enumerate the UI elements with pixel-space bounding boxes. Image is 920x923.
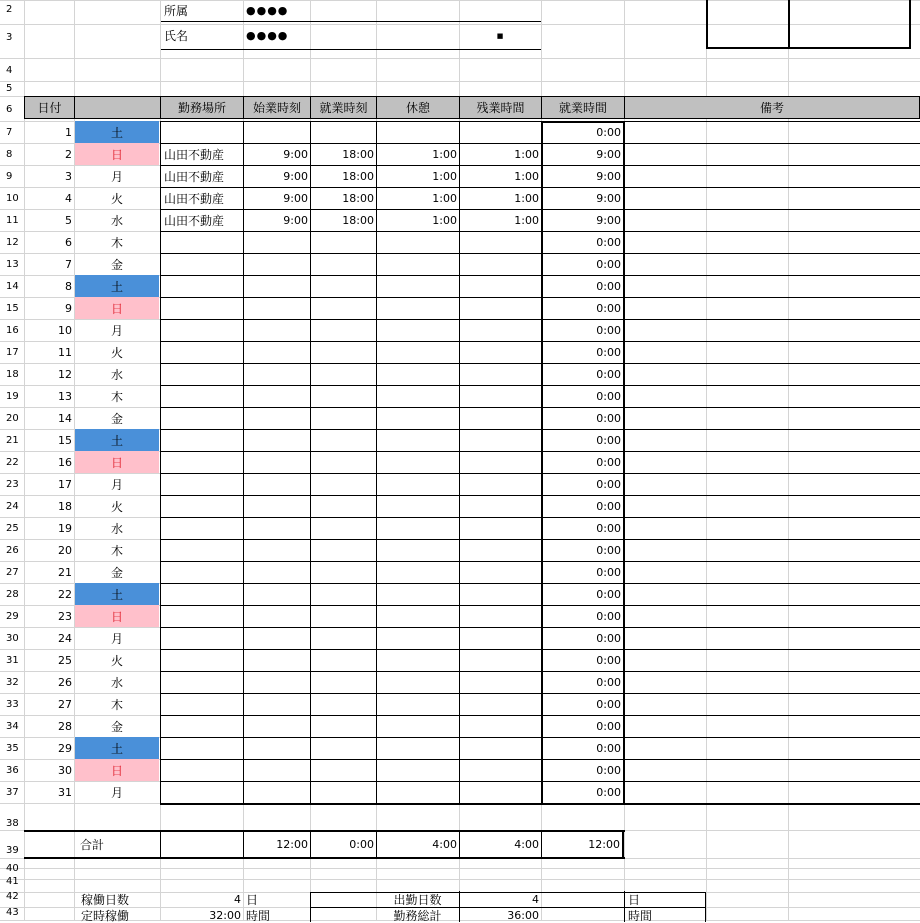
row-number[interactable]: 18 — [6, 369, 19, 380]
weekday-cell: 木 — [110, 389, 123, 404]
attendance-label: 出勤日数 — [393, 892, 442, 907]
day-number: 27 — [58, 697, 72, 711]
break-cell[interactable]: 1:00 — [432, 147, 457, 161]
row-number[interactable]: 30 — [6, 633, 19, 644]
weekday-cell: 日 — [75, 143, 159, 165]
weekday-cell: 月 — [110, 169, 123, 184]
row-number[interactable]: 37 — [6, 787, 19, 798]
row-number[interactable]: 25 — [6, 523, 19, 534]
total-break: 4:00 — [376, 832, 459, 857]
row-number[interactable]: 2 — [6, 4, 13, 15]
workplace-cell[interactable]: 山田不動産 — [164, 191, 225, 206]
hours-column-frame — [541, 121, 625, 805]
weekday-cell: 月 — [110, 785, 123, 800]
total-work-hours: 12:00 — [541, 832, 624, 857]
start-time-cell[interactable]: 9:00 — [283, 147, 308, 161]
approval-box-1[interactable] — [706, 0, 790, 49]
weekday-cell: 火 — [110, 191, 123, 206]
work-hours-cell: 9:00 — [596, 169, 621, 183]
weekday-cell: 金 — [110, 565, 123, 580]
day-number: 29 — [58, 741, 72, 755]
header-work-hours: 就業時間 — [541, 96, 625, 119]
work-hours-cell: 0:00 — [596, 125, 621, 139]
workplace-cell[interactable]: 山田不動産 — [164, 147, 225, 162]
day-number: 11 — [58, 345, 72, 359]
row-number[interactable]: 36 — [6, 765, 19, 776]
weekday-cell: 水 — [110, 367, 123, 382]
work-hours-cell: 0:00 — [596, 587, 621, 601]
day-number: 9 — [65, 301, 72, 315]
weekday-cell: 木 — [110, 697, 123, 712]
work-hours-cell: 0:00 — [596, 697, 621, 711]
start-time-cell[interactable]: 9:00 — [283, 213, 308, 227]
day-number: 3 — [65, 169, 72, 183]
row-number[interactable]: 32 — [6, 677, 19, 688]
work-hours-cell: 0:00 — [596, 763, 621, 777]
row-number[interactable]: 5 — [6, 83, 13, 94]
header-start-time: 始業時刻 — [243, 96, 311, 119]
name-underline — [161, 49, 541, 50]
row-number[interactable]: 10 — [6, 193, 19, 204]
weekday-cell: 日 — [75, 605, 159, 627]
affiliation-label: 所属 — [164, 3, 189, 18]
row-number[interactable]: 26 — [6, 545, 19, 556]
row-number[interactable]: 16 — [6, 325, 19, 336]
row-number[interactable]: 41 — [6, 876, 19, 887]
work-hours-cell: 0:00 — [596, 477, 621, 491]
work-hours-cell: 0:00 — [596, 675, 621, 689]
row-number[interactable]: 42 — [6, 891, 19, 902]
day-number: 12 — [58, 367, 72, 381]
work-hours-cell: 0:00 — [596, 785, 621, 799]
work-hours-cell: 9:00 — [596, 213, 621, 227]
work-hours-cell: 9:00 — [596, 191, 621, 205]
header-workplace: 勤務場所 — [160, 96, 244, 119]
work-hours-cell: 0:00 — [596, 565, 621, 579]
header-date: 日付 — [24, 96, 75, 119]
weekday-cell: 水 — [110, 675, 123, 690]
work-hours-cell: 0:00 — [596, 521, 621, 535]
day-number: 2 — [65, 147, 72, 161]
weekday-cell: 金 — [110, 719, 123, 734]
row-number[interactable]: 34 — [6, 721, 19, 732]
work-hours-cell: 0:00 — [596, 609, 621, 623]
row-number[interactable]: 6 — [6, 104, 13, 115]
weekday-cell: 月 — [110, 477, 123, 492]
working-days-label: 稼働日数 — [80, 892, 129, 907]
break-cell[interactable]: 1:00 — [432, 191, 457, 205]
row-number[interactable]: 21 — [6, 435, 19, 446]
row-number[interactable]: 7 — [6, 127, 13, 138]
day-number: 23 — [58, 609, 72, 623]
work-hours-cell: 0:00 — [596, 653, 621, 667]
weekday-cell: 土 — [75, 583, 159, 605]
name-value[interactable]: ●●●● — [246, 28, 289, 42]
row-gridline — [0, 868, 920, 869]
day-number: 13 — [58, 389, 72, 403]
day-number: 15 — [58, 433, 72, 447]
break-cell[interactable]: 1:00 — [432, 213, 457, 227]
row-number[interactable]: 12 — [6, 237, 19, 248]
row-gridline — [0, 879, 920, 880]
name-label: 氏名 — [164, 28, 189, 43]
weekday-cell: 金 — [110, 257, 123, 272]
day-number: 20 — [58, 543, 72, 557]
total-overtime: 4:00 — [459, 832, 541, 857]
work-hours-cell: 0:00 — [596, 433, 621, 447]
row-number[interactable]: 14 — [6, 281, 19, 292]
row-number[interactable]: 19 — [6, 391, 19, 402]
row-number[interactable]: 29 — [6, 611, 19, 622]
work-hours-cell: 0:00 — [596, 301, 621, 315]
header-notes: 備考 — [624, 96, 920, 119]
weekday-cell: 水 — [110, 213, 123, 228]
regular-hours-unit: 時間 — [246, 908, 271, 923]
day-number: 30 — [58, 763, 72, 777]
attendance-value: 4 — [459, 891, 541, 907]
work-hours-cell: 0:00 — [596, 719, 621, 733]
day-number: 22 — [58, 587, 72, 601]
row-number[interactable]: 27 — [6, 567, 19, 578]
weekday-cell: 水 — [110, 521, 123, 536]
row-number[interactable]: 24 — [6, 501, 19, 512]
header-end-time: 就業時刻 — [310, 96, 377, 119]
affiliation-value[interactable]: ●●●● — [246, 3, 289, 17]
work-hours-cell: 0:00 — [596, 389, 621, 403]
workplace-cell[interactable]: 山田不動産 — [164, 213, 225, 228]
day-number: 7 — [65, 257, 72, 271]
row-number[interactable]: 22 — [6, 457, 19, 468]
work-hours-cell: 0:00 — [596, 411, 621, 425]
work-hours-cell: 0:00 — [596, 499, 621, 513]
end-time-cell[interactable]: 18:00 — [342, 169, 374, 183]
end-time-cell[interactable]: 18:00 — [342, 213, 374, 227]
header-break: 休憩 — [376, 96, 460, 119]
row-number[interactable]: 15 — [6, 303, 19, 314]
day-number: 5 — [65, 213, 72, 227]
working-days-unit: 日 — [246, 892, 259, 907]
row-number[interactable]: 3 — [6, 32, 13, 43]
work-hours-cell: 0:00 — [596, 279, 621, 293]
row-number[interactable]: 28 — [6, 589, 19, 600]
row-number[interactable]: 43 — [6, 907, 19, 918]
weekday-cell: 土 — [75, 121, 159, 143]
row-number[interactable]: 8 — [6, 149, 13, 160]
header-overtime: 残業時間 — [459, 96, 542, 119]
total-work-value: 36:00 — [459, 908, 541, 922]
weekday-cell: 日 — [75, 451, 159, 473]
day-number: 18 — [58, 499, 72, 513]
day-number: 14 — [58, 411, 72, 425]
totals-label: 合計 — [79, 838, 104, 852]
work-hours-cell: 0:00 — [596, 741, 621, 755]
day-number: 24 — [58, 631, 72, 645]
row-number[interactable]: 33 — [6, 699, 19, 710]
row-number[interactable]: 35 — [6, 743, 19, 754]
weekday-cell: 日 — [75, 297, 159, 319]
work-hours-cell: 0:00 — [596, 543, 621, 557]
row-number[interactable]: 9 — [6, 171, 13, 182]
weekday-cell: 火 — [110, 345, 123, 360]
total-end: 0:00 — [310, 832, 376, 857]
row-gridline — [0, 81, 920, 82]
notes-frame — [624, 121, 920, 805]
overtime-cell[interactable]: 1:00 — [514, 213, 539, 227]
affiliation-underline — [161, 21, 541, 22]
weekday-cell: 日 — [75, 759, 159, 781]
work-hours-cell: 0:00 — [596, 367, 621, 381]
day-number: 1 — [65, 125, 72, 139]
row-number[interactable]: 38 — [6, 818, 19, 829]
total-work-unit: 時間 — [624, 908, 704, 922]
work-hours-cell: 0:00 — [596, 235, 621, 249]
row-number[interactable]: 39 — [6, 845, 19, 856]
workplace-cell[interactable]: 山田不動産 — [164, 169, 225, 184]
weekday-cell: 火 — [110, 653, 123, 668]
row-number[interactable]: 11 — [6, 215, 19, 226]
day-number: 4 — [65, 191, 72, 205]
row-number[interactable]: 31 — [6, 655, 19, 666]
totals-bottom-border — [24, 857, 625, 859]
work-hours-cell: 0:00 — [596, 455, 621, 469]
start-time-cell[interactable]: 9:00 — [283, 169, 308, 183]
day-number: 17 — [58, 477, 72, 491]
day-number: 19 — [58, 521, 72, 535]
weekday-cell: 金 — [110, 411, 123, 426]
row-number[interactable]: 4 — [6, 65, 13, 76]
break-cell[interactable]: 1:00 — [432, 169, 457, 183]
row-number[interactable]: 23 — [6, 479, 19, 490]
totals-divider — [160, 832, 161, 857]
work-hours-cell: 0:00 — [596, 257, 621, 271]
weekday-cell: 土 — [75, 429, 159, 451]
start-time-cell[interactable]: 9:00 — [283, 191, 308, 205]
weekday-cell: 木 — [110, 543, 123, 558]
day-number: 6 — [65, 235, 72, 249]
day-number: 25 — [58, 653, 72, 667]
header-weekday — [74, 96, 161, 119]
work-hours-cell: 0:00 — [596, 323, 621, 337]
regular-hours-label: 定時稼働 — [80, 908, 129, 923]
row-number[interactable]: 20 — [6, 413, 19, 424]
day-number: 8 — [65, 279, 72, 293]
total-start: 12:00 — [243, 832, 310, 857]
day-number: 21 — [58, 565, 72, 579]
weekday-cell: 土 — [75, 737, 159, 759]
day-number: 28 — [58, 719, 72, 733]
row-number[interactable]: 17 — [6, 347, 19, 358]
seal-mark: ■ — [496, 32, 504, 40]
day-number: 10 — [58, 323, 72, 337]
overtime-cell[interactable]: 1:00 — [514, 191, 539, 205]
weekday-cell: 土 — [75, 275, 159, 297]
row-number[interactable]: 13 — [6, 259, 19, 270]
day-number: 26 — [58, 675, 72, 689]
end-time-cell[interactable]: 18:00 — [342, 147, 374, 161]
working-days-value: 4 — [234, 892, 241, 906]
day-number: 16 — [58, 455, 72, 469]
work-hours-cell: 0:00 — [596, 631, 621, 645]
overtime-cell[interactable]: 1:00 — [514, 147, 539, 161]
end-time-cell[interactable]: 18:00 — [342, 191, 374, 205]
entry-area-frame — [160, 121, 542, 805]
weekday-cell: 月 — [110, 631, 123, 646]
total-work-label: 勤務総計 — [393, 908, 442, 922]
weekday-cell: 火 — [110, 499, 123, 514]
work-hours-cell: 9:00 — [596, 147, 621, 161]
attendance-unit: 日 — [624, 891, 704, 907]
work-hours-cell: 0:00 — [596, 345, 621, 359]
regular-hours-value: 32:00 — [209, 908, 241, 922]
row-gridline — [0, 58, 920, 59]
weekday-cell: 月 — [110, 323, 123, 338]
row-number[interactable]: 40 — [6, 863, 19, 874]
day-number: 31 — [58, 785, 72, 799]
overtime-cell[interactable]: 1:00 — [514, 169, 539, 183]
weekday-cell: 木 — [110, 235, 123, 250]
approval-box-2[interactable] — [788, 0, 911, 49]
